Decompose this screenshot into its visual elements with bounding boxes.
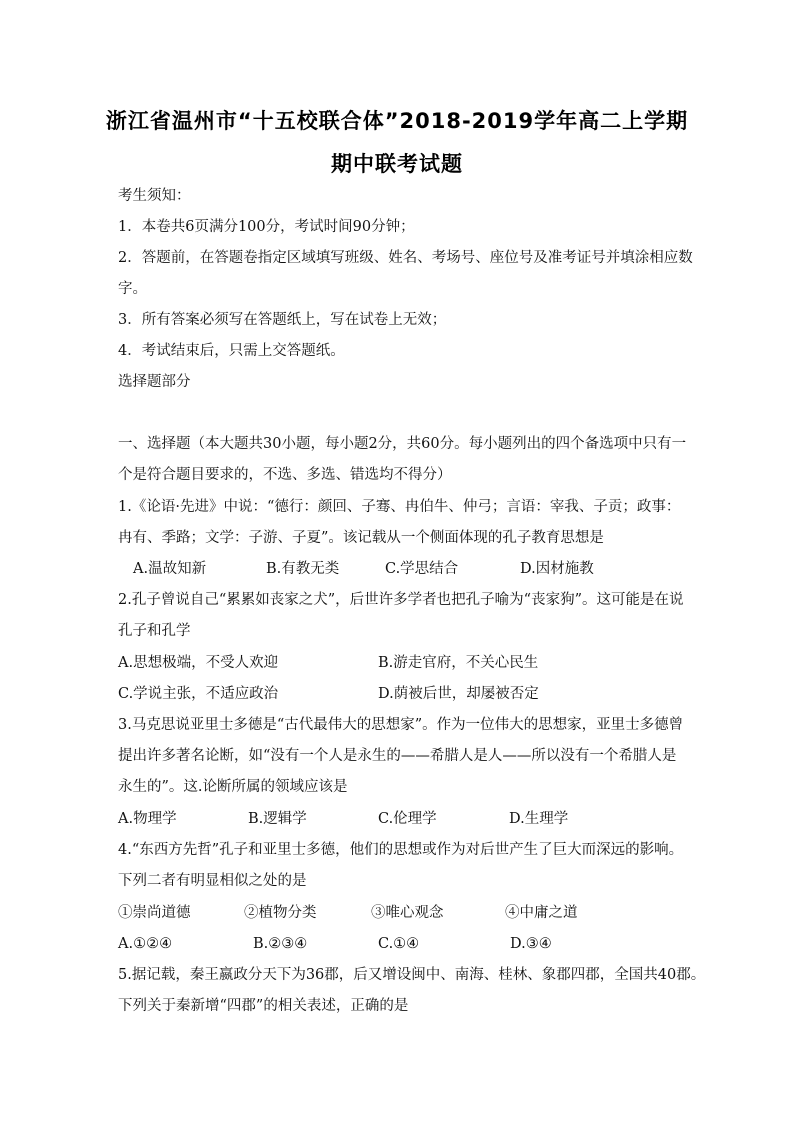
question-2-stem: 2.孔子曾说自己“累累如丧家之犬”，后世许多学者也把孔子喻为“丧家狗”。这可能是在说 <box>118 592 684 608</box>
q1-option-c: C.学思结合 <box>385 561 459 577</box>
question-2-stem: 孔子和孔学 <box>118 623 191 639</box>
q2-option-a: A.思想极端，不受人欢迎 <box>118 655 279 671</box>
notice-item: 3．所有答案必须写在答题纸上，写在试卷上无效； <box>118 312 447 328</box>
notice-item: 4．考试结束后，只需上交答题纸。 <box>118 343 345 359</box>
notice-item: 字。 <box>118 281 147 297</box>
question-4-stem: 下列二者有明显相似之处的是 <box>118 873 307 889</box>
q4-option-a: A.①②④ <box>118 936 173 952</box>
q4-item: ③唯心观念 <box>371 905 444 921</box>
q4-option-b: B.②③④ <box>253 936 308 952</box>
section-header: 一、选择题（本大题共30小题，每小题2分，共60分。每小题列出的四个备选项中只有一 <box>118 436 687 452</box>
question-5-stem: 5.据记载，秦王嬴政分天下为36郡，后又增设闽中、南海、桂林、象郡四郡，全国共40郡。 <box>118 967 706 983</box>
q2-option-c: C.学说主张，不适应政治 <box>118 686 279 702</box>
question-5-stem: 下列关于秦新增“四郡”的相关表述，正确的是 <box>118 998 409 1014</box>
question-3-stem: 永生的”。这.论断所属的领域应该是 <box>118 779 348 795</box>
question-3-stem: 提出许多著名论断，如“没有一个人是永生的——希腊人是人——所以没有一个希腊人是 <box>118 748 677 764</box>
question-1-stem: 1.《论语·先进》中说：“德行：颜回、子骞、冉伯牛、仲弓；言语：宰我、子贡；政事： <box>118 499 681 515</box>
q1-option-d: D.因材施教 <box>520 561 594 577</box>
q2-option-b: B.游走官府，不关心民生 <box>378 655 539 671</box>
notice-item: 1．本卷共6页满分100分，考试时间90分钟； <box>118 219 415 235</box>
q1-option-b: B.有教无类 <box>266 561 340 577</box>
q4-item: ④中庸之道 <box>505 905 578 921</box>
question-4-stem: 4.“东西方先哲”孔子和亚里士多德，他们的思想或作为对后世产生了巨大而深远的影响。 <box>118 842 684 858</box>
q2-option-d: D.荫被后世，却屡被否定 <box>378 686 539 702</box>
section-header: 个是符合题目要求的，不选、多选、错选均不得分） <box>118 467 452 483</box>
q4-item: ②植物分类 <box>244 905 317 921</box>
section-label: 选择题部分 <box>118 374 191 390</box>
q1-option-a: A.温故知新 <box>133 561 207 577</box>
q3-option-b: B.逻辑学 <box>248 811 307 827</box>
page-subtitle: 期中联考试题 <box>331 152 463 176</box>
q3-option-a: A.物理学 <box>118 811 177 827</box>
question-1-stem: 冉有、季路；文学：子游、子夏”。该记载从一个侧面体现的孔子教育思想是 <box>118 530 604 546</box>
q4-option-d: D.③④ <box>510 936 552 952</box>
q4-option-c: C.①④ <box>378 936 420 952</box>
notice-heading: 考生须知： <box>118 188 191 204</box>
q4-item: ①崇尚道德 <box>118 905 191 921</box>
notice-item: 2．答题前，在答题卷指定区域填写班级、姓名、考场号、座位号及准考证号并填涂相应数 <box>118 250 693 266</box>
q3-option-c: C.伦理学 <box>378 811 437 827</box>
page-title: 浙江省温州市“十五校联合体”2018-2019学年高二上学期 <box>105 109 689 133</box>
question-3-stem: 3.马克思说亚里士多德是“古代最伟大的思想家”。作为一位伟大的思想家，亚里士多德曾 <box>118 717 684 733</box>
q3-option-d: D.生理学 <box>509 811 569 827</box>
